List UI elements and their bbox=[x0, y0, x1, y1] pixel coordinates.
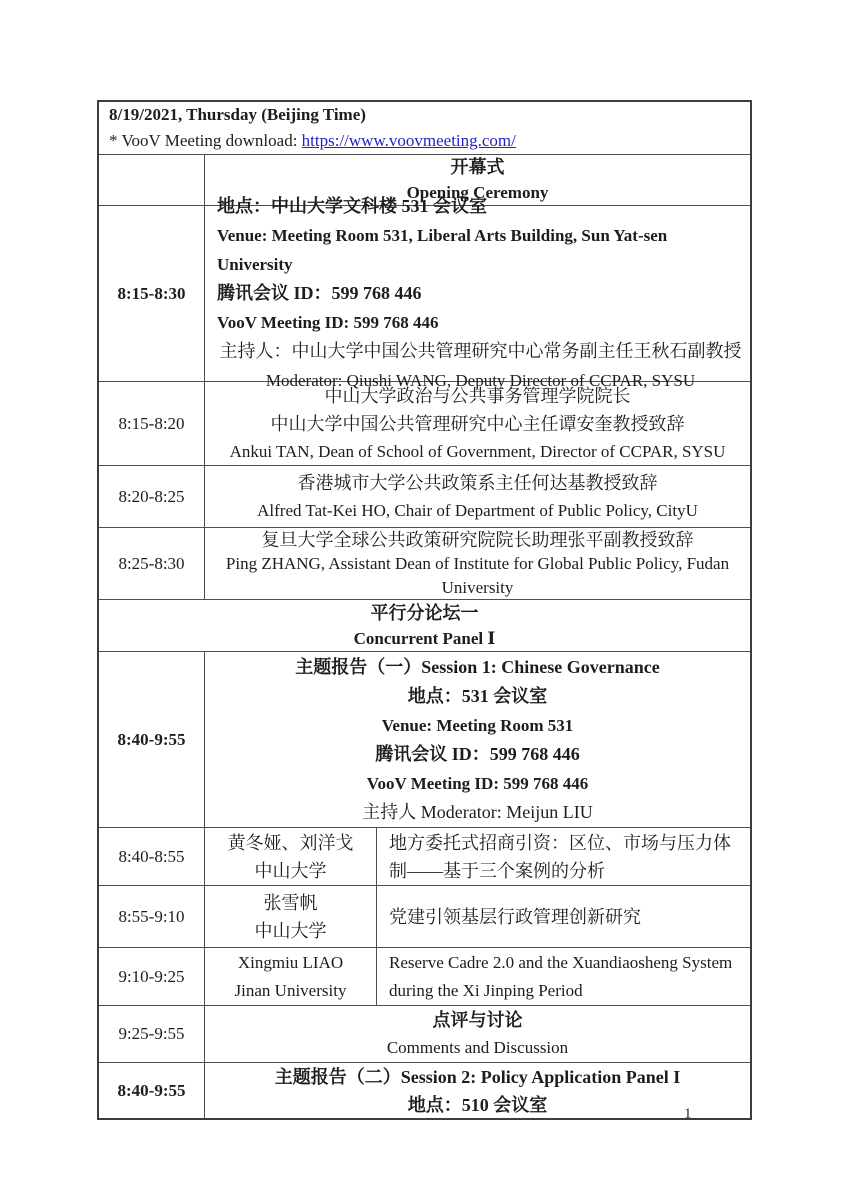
speaker-name: 张雪帆 bbox=[263, 892, 318, 913]
time-cell: 8:20-8:25 bbox=[99, 466, 205, 527]
panel-header-cell bbox=[99, 600, 750, 651]
time-cell: 9:25-9:55 bbox=[99, 1006, 205, 1062]
session1-tencent-id: 腾讯会议 ID：599 768 446 bbox=[375, 743, 580, 764]
session1-venue-en: Venue: Meeting Room 531 bbox=[381, 715, 574, 735]
time-cell: 8:40-9:55 bbox=[99, 652, 205, 827]
speech-cell bbox=[205, 382, 750, 465]
speaker-cell bbox=[205, 828, 377, 885]
discussion-cell bbox=[205, 1006, 750, 1062]
session2-info-cell bbox=[205, 1063, 750, 1118]
opening-moderator-en: Moderator: Qiushi WANG, Deputy Director of CCPAR, SYSU bbox=[265, 371, 696, 390]
paper-title-cell bbox=[377, 886, 750, 947]
session2-venue-zh: 地点：510 会议室 bbox=[407, 1094, 548, 1115]
speaker-name: 黄冬娅、刘洋戈 bbox=[227, 832, 354, 853]
opening-venue-zh: 地点：中山大学文科楼 531 会议室 bbox=[217, 196, 487, 216]
paper-title: Reserve Cadre 2.0 and the Xuandiaosheng System during the Xi Jinping Period bbox=[389, 952, 733, 1000]
speech-zh-line2: 中山大学中国公共管理研究中心主任谭安奎教授致辞 bbox=[270, 413, 685, 434]
speaker-name: Xingmiu LIAO bbox=[237, 952, 344, 972]
opening-title-en: Opening Ceremony bbox=[406, 183, 549, 202]
table-row-session2-header bbox=[99, 1062, 750, 1118]
session1-title: 主题报告（一）Session 1: Chinese Governance bbox=[295, 656, 660, 677]
opening-venue-en: Venue: Meeting Room 531, Liberal Arts Building, Sun Yat-sen University bbox=[217, 226, 668, 274]
speaker-cell bbox=[205, 948, 377, 1005]
session1-moderator: 主持人 Moderator: Meijun LIU bbox=[362, 801, 593, 822]
speaker-cell bbox=[205, 886, 377, 947]
date-line: 8/19/2021, Thursday (Beijing Time) bbox=[109, 105, 366, 124]
paper-title: 地方委托式招商引资：区位、市场与压力体制——基于三个案例的分析 bbox=[389, 832, 731, 881]
table-row-session1-header bbox=[99, 651, 750, 827]
opening-moderator-zh: 主持人：中山大学中国公共管理研究中心常务副主任王秋石副教授 bbox=[219, 341, 742, 361]
speech-zh-line1: 复旦大学全球公共政策研究院院长助理张平副教授致辞 bbox=[261, 529, 694, 550]
table-row-paper bbox=[99, 947, 750, 1005]
speaker-affiliation: Jinan University bbox=[234, 980, 347, 1000]
table-row-opening-info bbox=[99, 196, 750, 390]
time-cell: 8:40-8:55 bbox=[99, 828, 205, 885]
paper-title-cell bbox=[377, 948, 750, 1005]
opening-title-zh: 开幕式 bbox=[450, 157, 505, 177]
opening-tencent-id: 腾讯会议 ID：599 768 446 bbox=[217, 283, 422, 303]
session1-voov-id: VooV Meeting ID: 599 768 446 bbox=[366, 773, 589, 793]
date-header-cell bbox=[99, 102, 750, 154]
time-cell: 8:25-8:30 bbox=[99, 528, 205, 599]
page-number: 1 bbox=[684, 1106, 692, 1122]
speech-zh-line1: 中山大学政治与公共事务管理学院院长 bbox=[324, 385, 631, 406]
voov-meeting-link[interactable]: https://www.voovmeeting.com/ bbox=[301, 131, 516, 150]
panel-title-zh: 平行分论坛一 bbox=[370, 602, 479, 623]
session1-info-cell bbox=[205, 652, 750, 827]
session1-venue-zh: 地点：531 会议室 bbox=[407, 685, 548, 706]
time-cell: 8:15-8:20 bbox=[99, 382, 205, 465]
agenda-sheet bbox=[97, 100, 752, 1120]
table-row-panel-header bbox=[99, 599, 750, 651]
table-row-paper bbox=[99, 827, 750, 885]
table-row-speech bbox=[99, 465, 750, 527]
speech-en: Ping ZHANG, Assistant Dean of Institute for Global Public Policy, Fudan University bbox=[225, 553, 730, 597]
voov-download-prefix: * VooV Meeting download: bbox=[109, 131, 302, 150]
time-cell: 8:40-9:55 bbox=[99, 1063, 205, 1118]
speech-en: Alfred Tat-Kei HO, Chair of Department of Public Policy, CityU bbox=[257, 500, 698, 520]
speech-en: Ankui TAN, Dean of School of Government, Director of CCPAR, SYSU bbox=[229, 441, 726, 461]
table-row-date-header bbox=[99, 102, 750, 154]
table-row-speech bbox=[99, 381, 750, 465]
speaker-affiliation: 中山大学 bbox=[254, 920, 327, 941]
time-cell: 9:10-9:25 bbox=[99, 948, 205, 1005]
voov-download-line bbox=[109, 128, 750, 154]
opening-voov-id: VooV Meeting ID: 599 768 446 bbox=[217, 313, 439, 332]
table-row-speech bbox=[99, 527, 750, 599]
table-row-discussion bbox=[99, 1005, 750, 1062]
time-cell: 8:15-8:30 bbox=[99, 206, 205, 381]
discussion-zh: 点评与讨论 bbox=[432, 1010, 523, 1030]
panel-title-en: Concurrent Panel Ⅰ bbox=[353, 628, 496, 648]
speech-cell bbox=[205, 466, 750, 527]
speech-cell bbox=[205, 528, 750, 599]
time-cell: 8:55-9:10 bbox=[99, 886, 205, 947]
table-row-paper bbox=[99, 885, 750, 947]
speaker-affiliation: 中山大学 bbox=[254, 860, 327, 881]
opening-info-cell bbox=[205, 196, 750, 390]
discussion-en: Comments and Discussion bbox=[386, 1038, 569, 1057]
paper-title-cell bbox=[377, 828, 750, 885]
agenda-table bbox=[97, 100, 752, 1120]
empty-time-cell bbox=[99, 155, 205, 205]
paper-title: 党建引领基层行政管理创新研究 bbox=[389, 906, 641, 927]
session2-title: 主题报告（二）Session 2: Policy Application Panel I bbox=[274, 1066, 681, 1087]
speech-zh-line1: 香港城市大学公共政策系主任何达基教授致辞 bbox=[297, 472, 658, 493]
